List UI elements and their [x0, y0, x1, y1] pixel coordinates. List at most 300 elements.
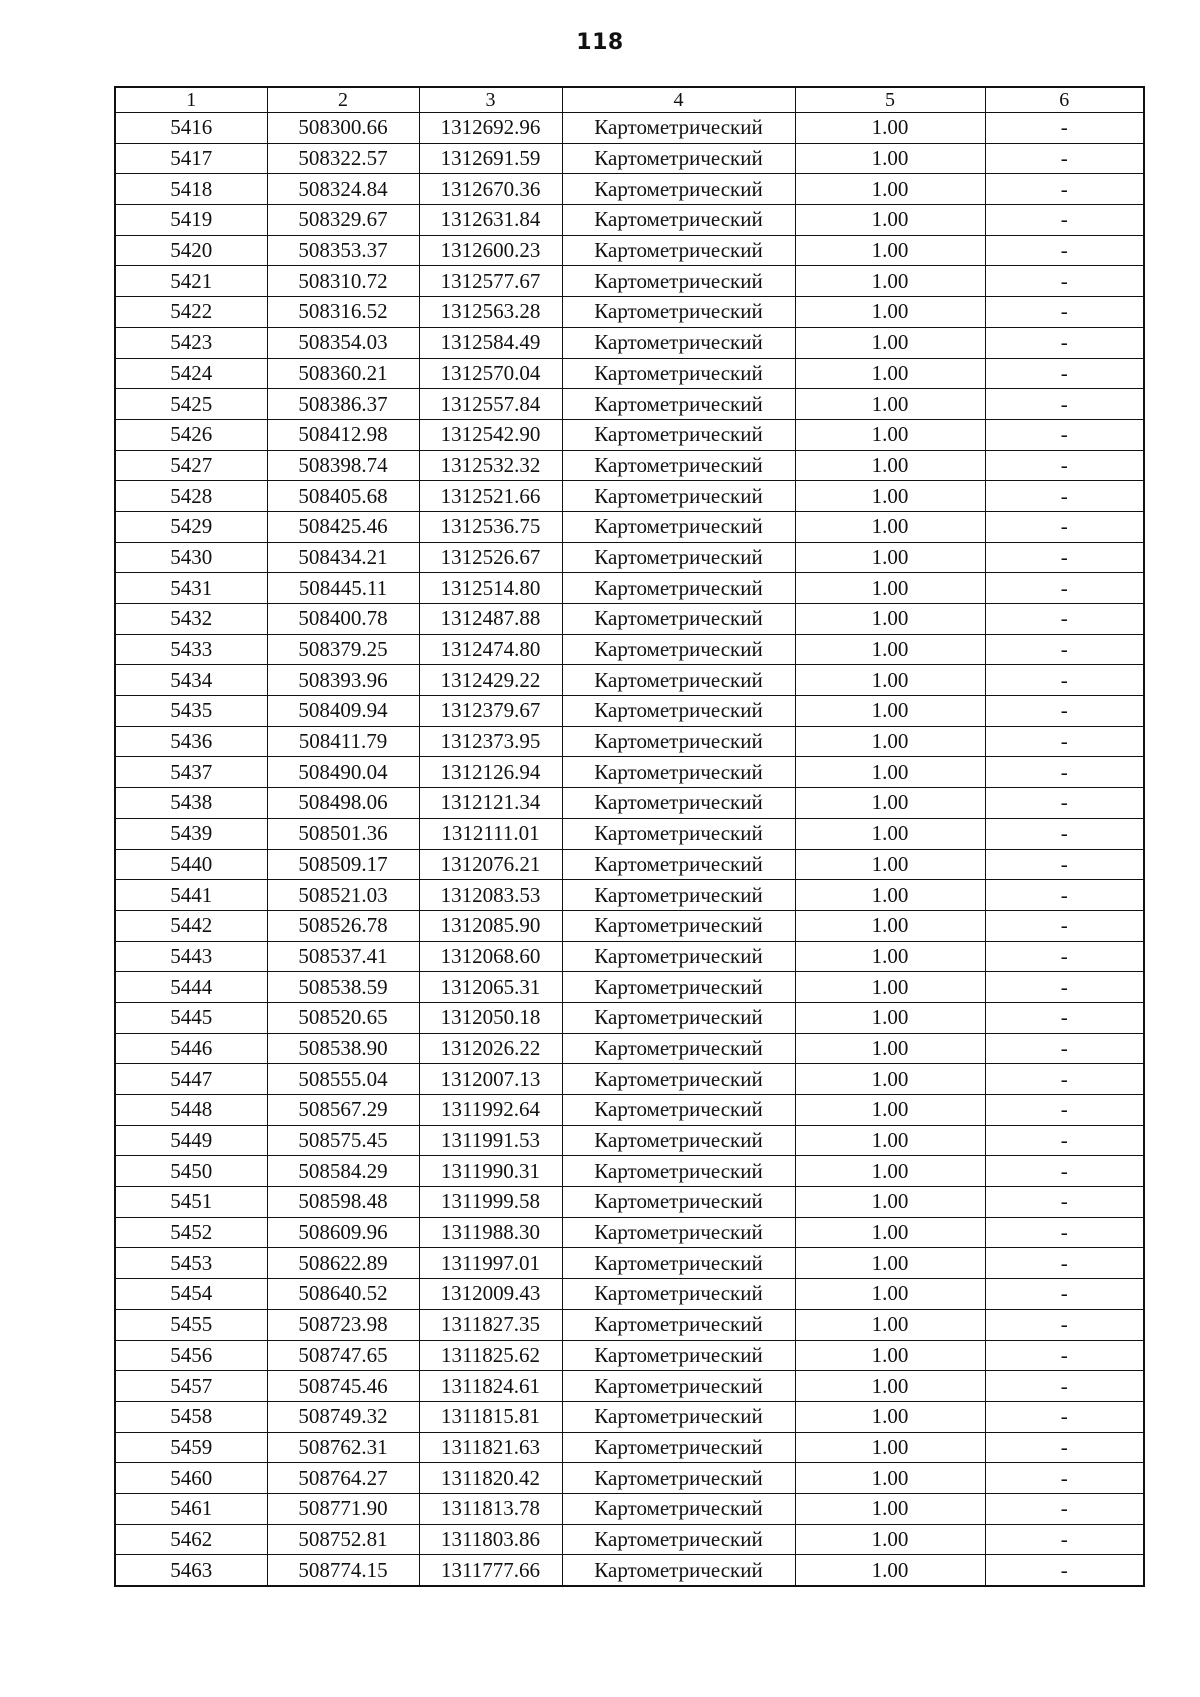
cell-method: Картометрический	[562, 665, 795, 696]
cell-coordinate-x: 508445.11	[267, 573, 419, 604]
cell-point-number: 5422	[115, 297, 267, 328]
cell-note: -	[985, 1371, 1144, 1402]
cell-accuracy: 1.00	[795, 511, 985, 542]
cell-method: Картометрический	[562, 1371, 795, 1402]
cell-coordinate-y: 1311999.58	[419, 1187, 562, 1218]
cell-note: -	[985, 818, 1144, 849]
cell-point-number: 5428	[115, 481, 267, 512]
cell-method: Картометрический	[562, 511, 795, 542]
cell-coordinate-x: 508360.21	[267, 358, 419, 389]
table-row	[115, 1064, 1144, 1095]
cell-note: -	[985, 1002, 1144, 1033]
table-row	[115, 1217, 1144, 1248]
cell-coordinate-x: 508526.78	[267, 910, 419, 941]
cell-method: Картометрический	[562, 1125, 795, 1156]
cell-note: -	[985, 389, 1144, 420]
cell-point-number: 5457	[115, 1371, 267, 1402]
cell-coordinate-y: 1311813.78	[419, 1493, 562, 1524]
cell-note: -	[985, 880, 1144, 911]
cell-method: Картометрический	[562, 1002, 795, 1033]
cell-coordinate-y: 1311821.63	[419, 1432, 562, 1463]
table-row	[115, 849, 1144, 880]
table-row	[115, 634, 1144, 665]
cell-coordinate-y: 1312692.96	[419, 113, 562, 144]
table-row	[115, 174, 1144, 205]
cell-note: -	[985, 604, 1144, 635]
cell-point-number: 5458	[115, 1401, 267, 1432]
cell-coordinate-x: 508386.37	[267, 389, 419, 420]
cell-point-number: 5445	[115, 1002, 267, 1033]
cell-method: Картометрический	[562, 910, 795, 941]
cell-coordinate-x: 508538.59	[267, 972, 419, 1003]
cell-coordinate-x: 508555.04	[267, 1064, 419, 1095]
cell-note: -	[985, 1432, 1144, 1463]
cell-point-number: 5434	[115, 665, 267, 696]
cell-note: -	[985, 910, 1144, 941]
cell-point-number: 5420	[115, 235, 267, 266]
cell-coordinate-x: 508609.96	[267, 1217, 419, 1248]
cell-accuracy: 1.00	[795, 972, 985, 1003]
cell-method: Картометрический	[562, 849, 795, 880]
table-row	[115, 1187, 1144, 1218]
table-row	[115, 1002, 1144, 1033]
column-header: 1	[115, 87, 267, 113]
table-body	[115, 113, 1144, 1587]
column-header: 4	[562, 87, 795, 113]
table-row	[115, 573, 1144, 604]
table-row	[115, 941, 1144, 972]
cell-coordinate-x: 508353.37	[267, 235, 419, 266]
cell-coordinate-x: 508575.45	[267, 1125, 419, 1156]
cell-coordinate-y: 1312083.53	[419, 880, 562, 911]
cell-coordinate-x: 508764.27	[267, 1463, 419, 1494]
cell-coordinate-y: 1312487.88	[419, 604, 562, 635]
cell-point-number: 5421	[115, 266, 267, 297]
cell-point-number: 5440	[115, 849, 267, 880]
cell-coordinate-y: 1312379.67	[419, 696, 562, 727]
cell-accuracy: 1.00	[795, 1095, 985, 1126]
cell-accuracy: 1.00	[795, 757, 985, 788]
table-row	[115, 481, 1144, 512]
cell-accuracy: 1.00	[795, 1125, 985, 1156]
cell-accuracy: 1.00	[795, 542, 985, 573]
cell-coordinate-x: 508316.52	[267, 297, 419, 328]
cell-coordinate-x: 508752.81	[267, 1524, 419, 1555]
cell-note: -	[985, 941, 1144, 972]
cell-coordinate-y: 1312429.22	[419, 665, 562, 696]
cell-point-number: 5429	[115, 511, 267, 542]
cell-coordinate-x: 508412.98	[267, 419, 419, 450]
cell-coordinate-y: 1312526.67	[419, 542, 562, 573]
cell-note: -	[985, 205, 1144, 236]
cell-point-number: 5430	[115, 542, 267, 573]
cell-coordinate-x: 508598.48	[267, 1187, 419, 1218]
cell-coordinate-y: 1312065.31	[419, 972, 562, 1003]
cell-method: Картометрический	[562, 450, 795, 481]
table-row	[115, 205, 1144, 236]
cell-coordinate-y: 1312557.84	[419, 389, 562, 420]
cell-accuracy: 1.00	[795, 788, 985, 819]
cell-note: -	[985, 1187, 1144, 1218]
cell-coordinate-x: 508354.03	[267, 327, 419, 358]
cell-coordinate-y: 1311992.64	[419, 1095, 562, 1126]
cell-method: Картометрический	[562, 481, 795, 512]
cell-point-number: 5453	[115, 1248, 267, 1279]
cell-coordinate-y: 1312026.22	[419, 1033, 562, 1064]
table-row	[115, 757, 1144, 788]
cell-method: Картометрический	[562, 1340, 795, 1371]
cell-method: Картометрический	[562, 389, 795, 420]
cell-accuracy: 1.00	[795, 696, 985, 727]
cell-coordinate-x: 508640.52	[267, 1279, 419, 1310]
cell-note: -	[985, 1309, 1144, 1340]
cell-method: Картометрический	[562, 143, 795, 174]
cell-coordinate-x: 508398.74	[267, 450, 419, 481]
cell-coordinate-x: 508538.90	[267, 1033, 419, 1064]
cell-point-number: 5425	[115, 389, 267, 420]
cell-point-number: 5419	[115, 205, 267, 236]
cell-method: Картометрический	[562, 205, 795, 236]
column-header: 5	[795, 87, 985, 113]
cell-note: -	[985, 1524, 1144, 1555]
cell-method: Картометрический	[562, 604, 795, 635]
cell-coordinate-y: 1312121.34	[419, 788, 562, 819]
cell-note: -	[985, 972, 1144, 1003]
page-number: 118	[576, 30, 624, 55]
cell-accuracy: 1.00	[795, 450, 985, 481]
table-row	[115, 1095, 1144, 1126]
cell-point-number: 5438	[115, 788, 267, 819]
cell-note: -	[985, 634, 1144, 665]
table-header	[115, 87, 1144, 113]
cell-coordinate-y: 1311991.53	[419, 1125, 562, 1156]
cell-accuracy: 1.00	[795, 665, 985, 696]
cell-accuracy: 1.00	[795, 910, 985, 941]
cell-note: -	[985, 143, 1144, 174]
table-row	[115, 1493, 1144, 1524]
cell-method: Картометрический	[562, 327, 795, 358]
table-row	[115, 1555, 1144, 1586]
cell-accuracy: 1.00	[795, 1064, 985, 1095]
table-row	[115, 297, 1144, 328]
cell-note: -	[985, 1064, 1144, 1095]
cell-coordinate-y: 1312111.01	[419, 818, 562, 849]
cell-coordinate-x: 508324.84	[267, 174, 419, 205]
table-row	[115, 788, 1144, 819]
cell-note: -	[985, 542, 1144, 573]
cell-coordinate-x: 508425.46	[267, 511, 419, 542]
cell-point-number: 5426	[115, 419, 267, 450]
cell-note: -	[985, 1340, 1144, 1371]
cell-note: -	[985, 1125, 1144, 1156]
cell-accuracy: 1.00	[795, 941, 985, 972]
cell-note: -	[985, 481, 1144, 512]
cell-point-number: 5454	[115, 1279, 267, 1310]
cell-coordinate-y: 1311820.42	[419, 1463, 562, 1494]
cell-method: Картометрический	[562, 113, 795, 144]
cell-method: Картометрический	[562, 419, 795, 450]
cell-point-number: 5435	[115, 696, 267, 727]
table-row	[115, 972, 1144, 1003]
table-row	[115, 696, 1144, 727]
cell-method: Картометрический	[562, 1309, 795, 1340]
cell-method: Картометрический	[562, 941, 795, 972]
cell-accuracy: 1.00	[795, 389, 985, 420]
cell-point-number: 5452	[115, 1217, 267, 1248]
cell-method: Картометрический	[562, 542, 795, 573]
cell-method: Картометрический	[562, 1033, 795, 1064]
cell-accuracy: 1.00	[795, 880, 985, 911]
cell-method: Картометрический	[562, 1279, 795, 1310]
cell-note: -	[985, 696, 1144, 727]
cell-note: -	[985, 1463, 1144, 1494]
cell-accuracy: 1.00	[795, 1555, 985, 1586]
cell-point-number: 5433	[115, 634, 267, 665]
cell-coordinate-x: 508393.96	[267, 665, 419, 696]
cell-coordinate-y: 1311825.62	[419, 1340, 562, 1371]
cell-coordinate-y: 1312514.80	[419, 573, 562, 604]
cell-method: Картометрический	[562, 297, 795, 328]
cell-accuracy: 1.00	[795, 235, 985, 266]
cell-coordinate-x: 508749.32	[267, 1401, 419, 1432]
cell-coordinate-y: 1312076.21	[419, 849, 562, 880]
table-row	[115, 235, 1144, 266]
cell-coordinate-x: 508501.36	[267, 818, 419, 849]
table-row	[115, 450, 1144, 481]
table-row	[115, 726, 1144, 757]
cell-accuracy: 1.00	[795, 1187, 985, 1218]
cell-coordinate-x: 508745.46	[267, 1371, 419, 1402]
cell-accuracy: 1.00	[795, 1463, 985, 1494]
cell-point-number: 5431	[115, 573, 267, 604]
cell-point-number: 5432	[115, 604, 267, 635]
table-row	[115, 818, 1144, 849]
table-row	[115, 542, 1144, 573]
cell-method: Картометрический	[562, 726, 795, 757]
cell-coordinate-x: 508520.65	[267, 1002, 419, 1033]
cell-coordinate-x: 508774.15	[267, 1555, 419, 1586]
cell-point-number: 5461	[115, 1493, 267, 1524]
table-row	[115, 113, 1144, 144]
cell-accuracy: 1.00	[795, 1401, 985, 1432]
cell-coordinate-y: 1312536.75	[419, 511, 562, 542]
cell-coordinate-y: 1311777.66	[419, 1555, 562, 1586]
cell-point-number: 5437	[115, 757, 267, 788]
cell-point-number: 5427	[115, 450, 267, 481]
cell-coordinate-x: 508622.89	[267, 1248, 419, 1279]
cell-note: -	[985, 327, 1144, 358]
cell-note: -	[985, 788, 1144, 819]
cell-accuracy: 1.00	[795, 419, 985, 450]
cell-accuracy: 1.00	[795, 1248, 985, 1279]
cell-method: Картометрический	[562, 174, 795, 205]
cell-coordinate-y: 1312532.32	[419, 450, 562, 481]
cell-coordinate-x: 508521.03	[267, 880, 419, 911]
cell-coordinate-y: 1312542.90	[419, 419, 562, 450]
cell-coordinate-x: 508747.65	[267, 1340, 419, 1371]
cell-note: -	[985, 297, 1144, 328]
table-row	[115, 1279, 1144, 1310]
coordinates-table	[114, 86, 1145, 1587]
cell-note: -	[985, 174, 1144, 205]
cell-accuracy: 1.00	[795, 1493, 985, 1524]
cell-coordinate-y: 1312600.23	[419, 235, 562, 266]
cell-coordinate-x: 508411.79	[267, 726, 419, 757]
cell-coordinate-x: 508379.25	[267, 634, 419, 665]
table-row	[115, 1401, 1144, 1432]
cell-coordinate-x: 508723.98	[267, 1309, 419, 1340]
cell-coordinate-y: 1311827.35	[419, 1309, 562, 1340]
cell-point-number: 5451	[115, 1187, 267, 1218]
table-row	[115, 665, 1144, 696]
cell-coordinate-y: 1311990.31	[419, 1156, 562, 1187]
cell-coordinate-y: 1311803.86	[419, 1524, 562, 1555]
cell-point-number: 5424	[115, 358, 267, 389]
cell-coordinate-y: 1312373.95	[419, 726, 562, 757]
cell-note: -	[985, 1401, 1144, 1432]
header-row	[115, 87, 1144, 113]
column-header: 6	[985, 87, 1144, 113]
cell-coordinate-y: 1311824.61	[419, 1371, 562, 1402]
cell-coordinate-y: 1312007.13	[419, 1064, 562, 1095]
cell-note: -	[985, 573, 1144, 604]
cell-note: -	[985, 1555, 1144, 1586]
cell-point-number: 5439	[115, 818, 267, 849]
cell-note: -	[985, 511, 1144, 542]
cell-accuracy: 1.00	[795, 1217, 985, 1248]
cell-coordinate-x: 508322.57	[267, 143, 419, 174]
cell-point-number: 5418	[115, 174, 267, 205]
cell-note: -	[985, 113, 1144, 144]
table-row	[115, 1432, 1144, 1463]
cell-accuracy: 1.00	[795, 604, 985, 635]
cell-accuracy: 1.00	[795, 327, 985, 358]
cell-note: -	[985, 235, 1144, 266]
cell-method: Картометрический	[562, 1432, 795, 1463]
cell-point-number: 5449	[115, 1125, 267, 1156]
cell-coordinate-x: 508498.06	[267, 788, 419, 819]
table-row	[115, 1524, 1144, 1555]
cell-coordinate-y: 1312126.94	[419, 757, 562, 788]
cell-accuracy: 1.00	[795, 143, 985, 174]
cell-note: -	[985, 1493, 1144, 1524]
table-row	[115, 1463, 1144, 1494]
cell-accuracy: 1.00	[795, 573, 985, 604]
cell-note: -	[985, 419, 1144, 450]
cell-method: Картометрический	[562, 573, 795, 604]
cell-note: -	[985, 1279, 1144, 1310]
cell-note: -	[985, 849, 1144, 880]
cell-accuracy: 1.00	[795, 1371, 985, 1402]
cell-method: Картометрический	[562, 757, 795, 788]
cell-accuracy: 1.00	[795, 113, 985, 144]
cell-method: Картометрический	[562, 235, 795, 266]
table-row	[115, 419, 1144, 450]
table-row	[115, 880, 1144, 911]
cell-coordinate-x: 508490.04	[267, 757, 419, 788]
cell-coordinate-x: 508434.21	[267, 542, 419, 573]
cell-point-number: 5442	[115, 910, 267, 941]
cell-note: -	[985, 358, 1144, 389]
cell-accuracy: 1.00	[795, 726, 985, 757]
cell-accuracy: 1.00	[795, 1002, 985, 1033]
cell-note: -	[985, 1033, 1144, 1064]
cell-method: Картометрический	[562, 1524, 795, 1555]
cell-coordinate-x: 508310.72	[267, 266, 419, 297]
cell-coordinate-x: 508300.66	[267, 113, 419, 144]
cell-coordinate-y: 1312009.43	[419, 1279, 562, 1310]
table-row	[115, 910, 1144, 941]
cell-coordinate-y: 1312085.90	[419, 910, 562, 941]
cell-method: Картометрический	[562, 1401, 795, 1432]
cell-point-number: 5417	[115, 143, 267, 174]
cell-coordinate-y: 1312563.28	[419, 297, 562, 328]
cell-point-number: 5444	[115, 972, 267, 1003]
cell-point-number: 5447	[115, 1064, 267, 1095]
column-header: 2	[267, 87, 419, 113]
table-row	[115, 511, 1144, 542]
cell-coordinate-x: 508584.29	[267, 1156, 419, 1187]
table-row	[115, 1371, 1144, 1402]
cell-point-number: 5423	[115, 327, 267, 358]
cell-note: -	[985, 1248, 1144, 1279]
table-row	[115, 1033, 1144, 1064]
cell-accuracy: 1.00	[795, 297, 985, 328]
cell-point-number: 5441	[115, 880, 267, 911]
cell-coordinate-x: 508537.41	[267, 941, 419, 972]
cell-coordinate-x: 508400.78	[267, 604, 419, 635]
cell-coordinate-y: 1312068.60	[419, 941, 562, 972]
cell-method: Картометрический	[562, 788, 795, 819]
cell-accuracy: 1.00	[795, 1524, 985, 1555]
cell-method: Картометрический	[562, 1217, 795, 1248]
table-row	[115, 327, 1144, 358]
cell-point-number: 5462	[115, 1524, 267, 1555]
cell-coordinate-y: 1312474.80	[419, 634, 562, 665]
table-row	[115, 1248, 1144, 1279]
table-row	[115, 1156, 1144, 1187]
cell-coordinate-y: 1312631.84	[419, 205, 562, 236]
cell-note: -	[985, 1095, 1144, 1126]
cell-note: -	[985, 266, 1144, 297]
cell-accuracy: 1.00	[795, 481, 985, 512]
cell-coordinate-x: 508771.90	[267, 1493, 419, 1524]
cell-coordinate-x: 508567.29	[267, 1095, 419, 1126]
table-row	[115, 1340, 1144, 1371]
cell-coordinate-y: 1312577.67	[419, 266, 562, 297]
table-row	[115, 266, 1144, 297]
cell-method: Картометрический	[562, 1064, 795, 1095]
cell-point-number: 5448	[115, 1095, 267, 1126]
cell-coordinate-y: 1312570.04	[419, 358, 562, 389]
cell-point-number: 5456	[115, 1340, 267, 1371]
cell-method: Картометрический	[562, 1095, 795, 1126]
cell-accuracy: 1.00	[795, 1432, 985, 1463]
cell-point-number: 5446	[115, 1033, 267, 1064]
cell-accuracy: 1.00	[795, 1340, 985, 1371]
cell-accuracy: 1.00	[795, 634, 985, 665]
cell-method: Картометрический	[562, 266, 795, 297]
cell-coordinate-x: 508762.31	[267, 1432, 419, 1463]
cell-accuracy: 1.00	[795, 266, 985, 297]
cell-accuracy: 1.00	[795, 849, 985, 880]
table-row	[115, 1125, 1144, 1156]
cell-point-number: 5463	[115, 1555, 267, 1586]
cell-coordinate-y: 1311815.81	[419, 1401, 562, 1432]
cell-point-number: 5436	[115, 726, 267, 757]
cell-method: Картометрический	[562, 1156, 795, 1187]
cell-method: Картометрический	[562, 880, 795, 911]
